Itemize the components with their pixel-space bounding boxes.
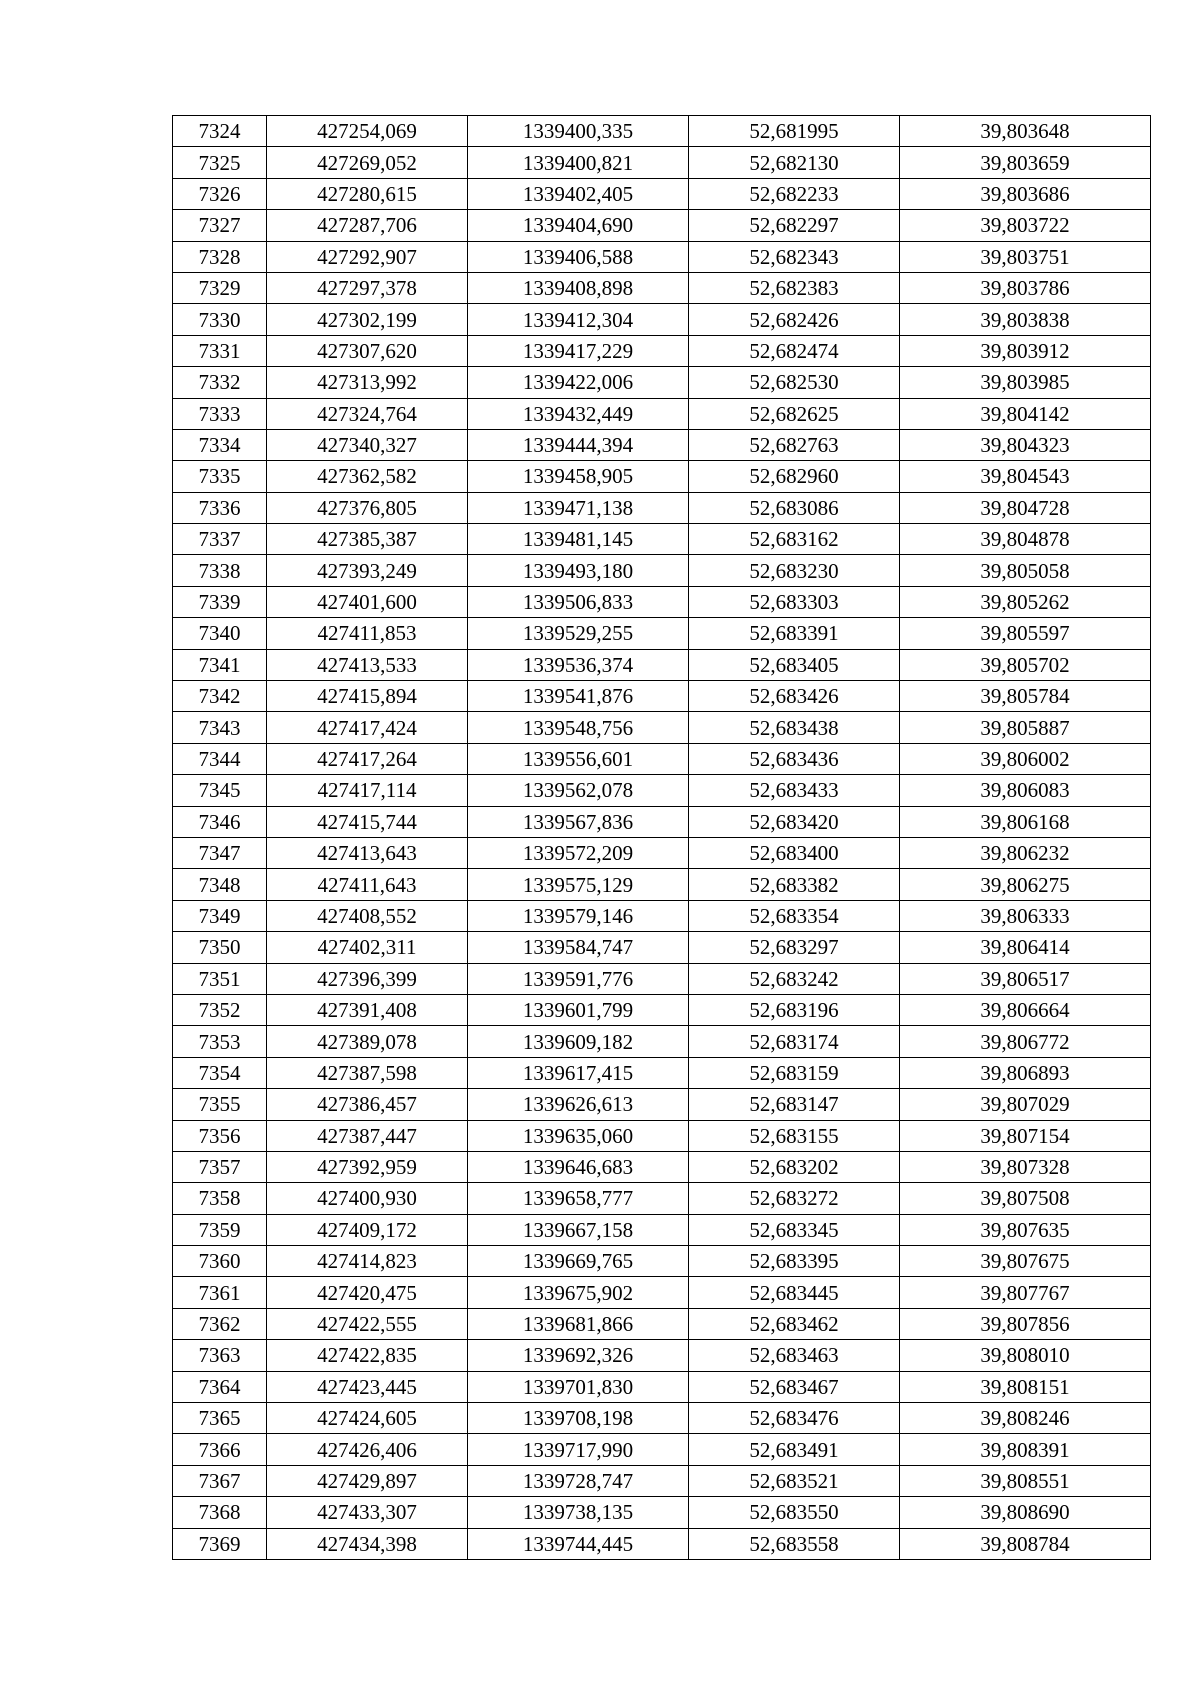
table-row — [173, 1308, 1151, 1339]
x-coordinate-cell: 427429,897 — [267, 1465, 468, 1496]
point-number-cell: 7340 — [173, 618, 267, 649]
latitude-cell: 52,683086 — [689, 492, 900, 523]
x-coordinate-cell: 427422,835 — [267, 1340, 468, 1371]
y-coordinate-cell: 1339432,449 — [468, 398, 689, 429]
longitude-cell: 39,803686 — [900, 178, 1151, 209]
latitude-cell: 52,682297 — [689, 210, 900, 241]
latitude-cell: 52,683550 — [689, 1497, 900, 1528]
table-row — [173, 712, 1151, 743]
x-coordinate-cell: 427362,582 — [267, 461, 468, 492]
x-coordinate-cell: 427433,307 — [267, 1497, 468, 1528]
table-row — [173, 304, 1151, 335]
table-row — [173, 1277, 1151, 1308]
x-coordinate-cell: 427386,457 — [267, 1089, 468, 1120]
point-number-cell: 7330 — [173, 304, 267, 335]
longitude-cell: 39,807029 — [900, 1089, 1151, 1120]
x-coordinate-cell: 427423,445 — [267, 1371, 468, 1402]
latitude-cell: 52,682383 — [689, 272, 900, 303]
y-coordinate-cell: 1339562,078 — [468, 775, 689, 806]
table-row — [173, 586, 1151, 617]
x-coordinate-cell: 427424,605 — [267, 1403, 468, 1434]
point-number-cell: 7334 — [173, 429, 267, 460]
latitude-cell: 52,683445 — [689, 1277, 900, 1308]
y-coordinate-cell: 1339402,405 — [468, 178, 689, 209]
x-coordinate-cell: 427324,764 — [267, 398, 468, 429]
longitude-cell: 39,807767 — [900, 1277, 1151, 1308]
x-coordinate-cell: 427401,600 — [267, 586, 468, 617]
longitude-cell: 39,808551 — [900, 1465, 1151, 1496]
x-coordinate-cell: 427340,327 — [267, 429, 468, 460]
longitude-cell: 39,806333 — [900, 900, 1151, 931]
x-coordinate-cell: 427417,264 — [267, 743, 468, 774]
latitude-cell: 52,683558 — [689, 1528, 900, 1559]
latitude-cell: 52,682426 — [689, 304, 900, 335]
point-number-cell: 7326 — [173, 178, 267, 209]
latitude-cell: 52,683345 — [689, 1214, 900, 1245]
table-row — [173, 681, 1151, 712]
longitude-cell: 39,806664 — [900, 994, 1151, 1025]
y-coordinate-cell: 1339675,902 — [468, 1277, 689, 1308]
x-coordinate-cell: 427297,378 — [267, 272, 468, 303]
longitude-cell: 39,803659 — [900, 147, 1151, 178]
latitude-cell: 52,683159 — [689, 1057, 900, 1088]
longitude-cell: 39,803751 — [900, 241, 1151, 272]
latitude-cell: 52,683405 — [689, 649, 900, 680]
x-coordinate-cell: 427422,555 — [267, 1308, 468, 1339]
point-number-cell: 7358 — [173, 1183, 267, 1214]
y-coordinate-cell: 1339493,180 — [468, 555, 689, 586]
latitude-cell: 52,683467 — [689, 1371, 900, 1402]
point-number-cell: 7353 — [173, 1026, 267, 1057]
latitude-cell: 52,683395 — [689, 1246, 900, 1277]
latitude-cell: 52,683303 — [689, 586, 900, 617]
x-coordinate-cell: 427417,424 — [267, 712, 468, 743]
x-coordinate-cell: 427417,114 — [267, 775, 468, 806]
latitude-cell: 52,683202 — [689, 1151, 900, 1182]
table-row — [173, 1403, 1151, 1434]
y-coordinate-cell: 1339681,866 — [468, 1308, 689, 1339]
y-coordinate-cell: 1339458,905 — [468, 461, 689, 492]
longitude-cell: 39,805887 — [900, 712, 1151, 743]
x-coordinate-cell: 427414,823 — [267, 1246, 468, 1277]
table-row — [173, 555, 1151, 586]
point-number-cell: 7364 — [173, 1371, 267, 1402]
latitude-cell: 52,683436 — [689, 743, 900, 774]
point-number-cell: 7359 — [173, 1214, 267, 1245]
point-number-cell: 7355 — [173, 1089, 267, 1120]
table-row — [173, 147, 1151, 178]
x-coordinate-cell: 427411,853 — [267, 618, 468, 649]
latitude-cell: 52,683400 — [689, 837, 900, 868]
table-row — [173, 210, 1151, 241]
point-number-cell: 7324 — [173, 116, 267, 147]
latitude-cell: 52,683391 — [689, 618, 900, 649]
y-coordinate-cell: 1339567,836 — [468, 806, 689, 837]
latitude-cell: 52,682763 — [689, 429, 900, 460]
table-row — [173, 367, 1151, 398]
x-coordinate-cell: 427292,907 — [267, 241, 468, 272]
point-number-cell: 7368 — [173, 1497, 267, 1528]
x-coordinate-cell: 427415,744 — [267, 806, 468, 837]
table-row — [173, 1026, 1151, 1057]
latitude-cell: 52,682960 — [689, 461, 900, 492]
x-coordinate-cell: 427313,992 — [267, 367, 468, 398]
longitude-cell: 39,805702 — [900, 649, 1151, 680]
longitude-cell: 39,804323 — [900, 429, 1151, 460]
table-row — [173, 524, 1151, 555]
y-coordinate-cell: 1339506,833 — [468, 586, 689, 617]
table-row — [173, 1120, 1151, 1151]
table-row — [173, 1057, 1151, 1088]
longitude-cell: 39,803838 — [900, 304, 1151, 335]
y-coordinate-cell: 1339412,304 — [468, 304, 689, 335]
table-row — [173, 775, 1151, 806]
point-number-cell: 7336 — [173, 492, 267, 523]
longitude-cell: 39,807154 — [900, 1120, 1151, 1151]
latitude-cell: 52,681995 — [689, 116, 900, 147]
point-number-cell: 7365 — [173, 1403, 267, 1434]
latitude-cell: 52,683382 — [689, 869, 900, 900]
longitude-cell: 39,808690 — [900, 1497, 1151, 1528]
longitude-cell: 39,803648 — [900, 116, 1151, 147]
longitude-cell: 39,806002 — [900, 743, 1151, 774]
point-number-cell: 7333 — [173, 398, 267, 429]
longitude-cell: 39,805262 — [900, 586, 1151, 617]
longitude-cell: 39,804142 — [900, 398, 1151, 429]
point-number-cell: 7349 — [173, 900, 267, 931]
point-number-cell: 7341 — [173, 649, 267, 680]
y-coordinate-cell: 1339529,255 — [468, 618, 689, 649]
latitude-cell: 52,683147 — [689, 1089, 900, 1120]
latitude-cell: 52,683426 — [689, 681, 900, 712]
longitude-cell: 39,806517 — [900, 963, 1151, 994]
table-row — [173, 335, 1151, 366]
table-row — [173, 963, 1151, 994]
point-number-cell: 7367 — [173, 1465, 267, 1496]
point-number-cell: 7338 — [173, 555, 267, 586]
y-coordinate-cell: 1339692,326 — [468, 1340, 689, 1371]
table-row — [173, 116, 1151, 147]
longitude-cell: 39,807856 — [900, 1308, 1151, 1339]
latitude-cell: 52,683230 — [689, 555, 900, 586]
point-number-cell: 7345 — [173, 775, 267, 806]
table-row — [173, 1183, 1151, 1214]
y-coordinate-cell: 1339541,876 — [468, 681, 689, 712]
table-row — [173, 429, 1151, 460]
table-row — [173, 398, 1151, 429]
latitude-cell: 52,683174 — [689, 1026, 900, 1057]
latitude-cell: 52,683420 — [689, 806, 900, 837]
table-row — [173, 1214, 1151, 1245]
point-number-cell: 7356 — [173, 1120, 267, 1151]
latitude-cell: 52,682343 — [689, 241, 900, 272]
x-coordinate-cell: 427389,078 — [267, 1026, 468, 1057]
table-row — [173, 1465, 1151, 1496]
y-coordinate-cell: 1339601,799 — [468, 994, 689, 1025]
table-row — [173, 618, 1151, 649]
table-row — [173, 837, 1151, 868]
y-coordinate-cell: 1339635,060 — [468, 1120, 689, 1151]
longitude-cell: 39,806083 — [900, 775, 1151, 806]
longitude-cell: 39,807508 — [900, 1183, 1151, 1214]
point-number-cell: 7360 — [173, 1246, 267, 1277]
x-coordinate-cell: 427415,894 — [267, 681, 468, 712]
point-number-cell: 7363 — [173, 1340, 267, 1371]
point-number-cell: 7350 — [173, 932, 267, 963]
point-number-cell: 7328 — [173, 241, 267, 272]
latitude-cell: 52,683521 — [689, 1465, 900, 1496]
x-coordinate-cell: 427426,406 — [267, 1434, 468, 1465]
longitude-cell: 39,805597 — [900, 618, 1151, 649]
longitude-cell: 39,805058 — [900, 555, 1151, 586]
y-coordinate-cell: 1339708,198 — [468, 1403, 689, 1434]
x-coordinate-cell: 427387,447 — [267, 1120, 468, 1151]
table-row — [173, 1151, 1151, 1182]
point-number-cell: 7339 — [173, 586, 267, 617]
y-coordinate-cell: 1339669,765 — [468, 1246, 689, 1277]
y-coordinate-cell: 1339556,601 — [468, 743, 689, 774]
table-row — [173, 1340, 1151, 1371]
table-row — [173, 1089, 1151, 1120]
table-row — [173, 241, 1151, 272]
longitude-cell: 39,808010 — [900, 1340, 1151, 1371]
x-coordinate-cell: 427391,408 — [267, 994, 468, 1025]
latitude-cell: 52,683297 — [689, 932, 900, 963]
x-coordinate-cell: 427420,475 — [267, 1277, 468, 1308]
table-row — [173, 994, 1151, 1025]
table-row — [173, 743, 1151, 774]
x-coordinate-cell: 427385,387 — [267, 524, 468, 555]
y-coordinate-cell: 1339646,683 — [468, 1151, 689, 1182]
table-row — [173, 649, 1151, 680]
y-coordinate-cell: 1339548,756 — [468, 712, 689, 743]
x-coordinate-cell: 427413,533 — [267, 649, 468, 680]
point-number-cell: 7344 — [173, 743, 267, 774]
x-coordinate-cell: 427392,959 — [267, 1151, 468, 1182]
longitude-cell: 39,806772 — [900, 1026, 1151, 1057]
y-coordinate-cell: 1339738,135 — [468, 1497, 689, 1528]
latitude-cell: 52,683433 — [689, 775, 900, 806]
longitude-cell: 39,806168 — [900, 806, 1151, 837]
latitude-cell: 52,682474 — [689, 335, 900, 366]
longitude-cell: 39,803786 — [900, 272, 1151, 303]
point-number-cell: 7351 — [173, 963, 267, 994]
y-coordinate-cell: 1339408,898 — [468, 272, 689, 303]
longitude-cell: 39,807328 — [900, 1151, 1151, 1182]
longitude-cell: 39,805784 — [900, 681, 1151, 712]
table-row — [173, 900, 1151, 931]
longitude-cell: 39,808391 — [900, 1434, 1151, 1465]
x-coordinate-cell: 427411,643 — [267, 869, 468, 900]
y-coordinate-cell: 1339406,588 — [468, 241, 689, 272]
latitude-cell: 52,682625 — [689, 398, 900, 429]
table-row — [173, 1371, 1151, 1402]
longitude-cell: 39,808784 — [900, 1528, 1151, 1559]
latitude-cell: 52,683155 — [689, 1120, 900, 1151]
point-number-cell: 7342 — [173, 681, 267, 712]
y-coordinate-cell: 1339404,690 — [468, 210, 689, 241]
table-row — [173, 272, 1151, 303]
x-coordinate-cell: 427409,172 — [267, 1214, 468, 1245]
y-coordinate-cell: 1339744,445 — [468, 1528, 689, 1559]
x-coordinate-cell: 427396,399 — [267, 963, 468, 994]
point-number-cell: 7325 — [173, 147, 267, 178]
point-number-cell: 7362 — [173, 1308, 267, 1339]
point-number-cell: 7331 — [173, 335, 267, 366]
y-coordinate-cell: 1339609,182 — [468, 1026, 689, 1057]
point-number-cell: 7352 — [173, 994, 267, 1025]
x-coordinate-cell: 427400,930 — [267, 1183, 468, 1214]
longitude-cell: 39,807675 — [900, 1246, 1151, 1277]
latitude-cell: 52,682233 — [689, 178, 900, 209]
table-row — [173, 492, 1151, 523]
latitude-cell: 52,683463 — [689, 1340, 900, 1371]
y-coordinate-cell: 1339572,209 — [468, 837, 689, 868]
x-coordinate-cell: 427393,249 — [267, 555, 468, 586]
latitude-cell: 52,683196 — [689, 994, 900, 1025]
latitude-cell: 52,683242 — [689, 963, 900, 994]
longitude-cell: 39,804878 — [900, 524, 1151, 555]
y-coordinate-cell: 1339728,747 — [468, 1465, 689, 1496]
latitude-cell: 52,682130 — [689, 147, 900, 178]
point-number-cell: 7354 — [173, 1057, 267, 1088]
latitude-cell: 52,682530 — [689, 367, 900, 398]
x-coordinate-cell: 427413,643 — [267, 837, 468, 868]
x-coordinate-cell: 427302,199 — [267, 304, 468, 335]
longitude-cell: 39,804543 — [900, 461, 1151, 492]
point-number-cell: 7366 — [173, 1434, 267, 1465]
x-coordinate-cell: 427408,552 — [267, 900, 468, 931]
latitude-cell: 52,683476 — [689, 1403, 900, 1434]
longitude-cell: 39,806275 — [900, 869, 1151, 900]
longitude-cell: 39,806414 — [900, 932, 1151, 963]
y-coordinate-cell: 1339701,830 — [468, 1371, 689, 1402]
x-coordinate-cell: 427269,052 — [267, 147, 468, 178]
y-coordinate-cell: 1339422,006 — [468, 367, 689, 398]
latitude-cell: 52,683272 — [689, 1183, 900, 1214]
y-coordinate-cell: 1339536,374 — [468, 649, 689, 680]
x-coordinate-cell: 427402,311 — [267, 932, 468, 963]
table-row — [173, 1246, 1151, 1277]
point-number-cell: 7369 — [173, 1528, 267, 1559]
y-coordinate-cell: 1339400,335 — [468, 116, 689, 147]
y-coordinate-cell: 1339400,821 — [468, 147, 689, 178]
y-coordinate-cell: 1339471,138 — [468, 492, 689, 523]
table-row — [173, 1497, 1151, 1528]
longitude-cell: 39,808151 — [900, 1371, 1151, 1402]
y-coordinate-cell: 1339617,415 — [468, 1057, 689, 1088]
point-number-cell: 7335 — [173, 461, 267, 492]
point-number-cell: 7343 — [173, 712, 267, 743]
longitude-cell: 39,803722 — [900, 210, 1151, 241]
table-row — [173, 461, 1151, 492]
table-row — [173, 869, 1151, 900]
coordinates-table-body — [173, 116, 1151, 1560]
table-row — [173, 178, 1151, 209]
y-coordinate-cell: 1339591,776 — [468, 963, 689, 994]
longitude-cell: 39,804728 — [900, 492, 1151, 523]
x-coordinate-cell: 427280,615 — [267, 178, 468, 209]
y-coordinate-cell: 1339444,394 — [468, 429, 689, 460]
table-row — [173, 1528, 1151, 1559]
point-number-cell: 7348 — [173, 869, 267, 900]
table-row — [173, 932, 1151, 963]
y-coordinate-cell: 1339481,145 — [468, 524, 689, 555]
x-coordinate-cell: 427254,069 — [267, 116, 468, 147]
table-row — [173, 806, 1151, 837]
y-coordinate-cell: 1339579,146 — [468, 900, 689, 931]
longitude-cell: 39,803912 — [900, 335, 1151, 366]
latitude-cell: 52,683491 — [689, 1434, 900, 1465]
longitude-cell: 39,806893 — [900, 1057, 1151, 1088]
latitude-cell: 52,683354 — [689, 900, 900, 931]
coordinates-table — [172, 115, 1151, 1560]
point-number-cell: 7347 — [173, 837, 267, 868]
y-coordinate-cell: 1339658,777 — [468, 1183, 689, 1214]
longitude-cell: 39,806232 — [900, 837, 1151, 868]
point-number-cell: 7346 — [173, 806, 267, 837]
latitude-cell: 52,683438 — [689, 712, 900, 743]
x-coordinate-cell: 427434,398 — [267, 1528, 468, 1559]
y-coordinate-cell: 1339575,129 — [468, 869, 689, 900]
latitude-cell: 52,683162 — [689, 524, 900, 555]
y-coordinate-cell: 1339626,613 — [468, 1089, 689, 1120]
point-number-cell: 7327 — [173, 210, 267, 241]
x-coordinate-cell: 427387,598 — [267, 1057, 468, 1088]
y-coordinate-cell: 1339717,990 — [468, 1434, 689, 1465]
point-number-cell: 7357 — [173, 1151, 267, 1182]
x-coordinate-cell: 427307,620 — [267, 335, 468, 366]
y-coordinate-cell: 1339667,158 — [468, 1214, 689, 1245]
longitude-cell: 39,803985 — [900, 367, 1151, 398]
y-coordinate-cell: 1339417,229 — [468, 335, 689, 366]
point-number-cell: 7337 — [173, 524, 267, 555]
longitude-cell: 39,808246 — [900, 1403, 1151, 1434]
y-coordinate-cell: 1339584,747 — [468, 932, 689, 963]
table-row — [173, 1434, 1151, 1465]
longitude-cell: 39,807635 — [900, 1214, 1151, 1245]
x-coordinate-cell: 427287,706 — [267, 210, 468, 241]
point-number-cell: 7329 — [173, 272, 267, 303]
x-coordinate-cell: 427376,805 — [267, 492, 468, 523]
latitude-cell: 52,683462 — [689, 1308, 900, 1339]
point-number-cell: 7361 — [173, 1277, 267, 1308]
point-number-cell: 7332 — [173, 367, 267, 398]
